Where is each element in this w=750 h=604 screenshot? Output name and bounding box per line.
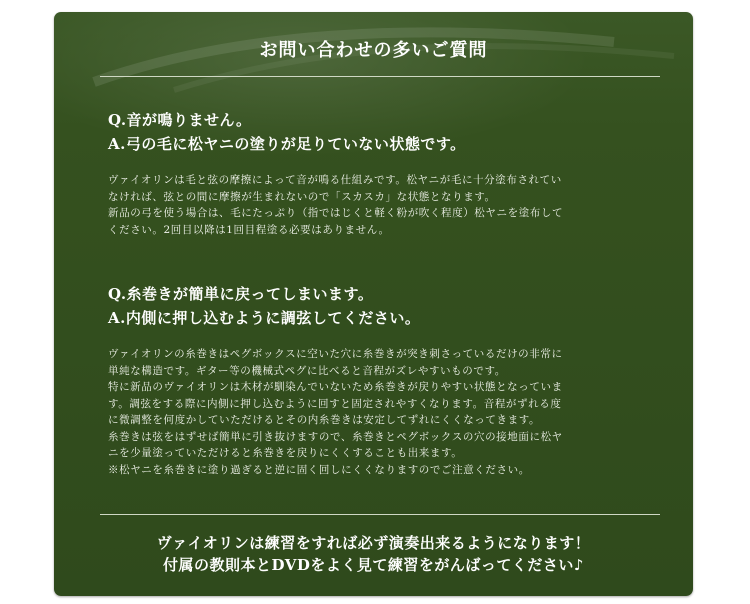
footer-line: ヴァイオリンは練習をすれば必ず演奏出来るようになります！	[156, 534, 591, 552]
faq-answer: A.内側に押し込むように調弦してください。	[108, 309, 421, 327]
faq-detail-line: ニを少量塗っていただけると糸巻きを戻りにくくすることも出来ます。	[108, 447, 463, 459]
faq-detail-line: 特に新品のヴァイオリンは木材が馴染んでいないため糸巻きが戻りやすい状態となっていま	[108, 381, 563, 393]
faq-question: Q.音が鳴りません。	[108, 111, 252, 129]
title-divider	[100, 76, 660, 77]
faq-detail-line: 単純な構造です。ギター等の機械式ペグに比べると音程がズレやすいものです。	[108, 364, 506, 377]
faq-detail-line: ヴァイオリンは毛と弦の摩擦によって音が鳴る仕組みです。松ヤニが毛に十分塗布されてい	[108, 174, 562, 186]
faq-detail-line: なければ、弦との間に摩擦が生まれないので「スカスカ」な状態となります。	[108, 190, 496, 203]
faq-question: Q.糸巻きが簡単に戻ってしまいます。	[108, 285, 374, 303]
faq-item-pegs	[108, 282, 668, 478]
faq-detail-line: す。調弦をする際に内側に押し込むように回すと固定されやすくなります。音程がずれる度	[108, 397, 562, 410]
faq-details	[108, 172, 668, 238]
faq-detail-line: 新品の弓を使う場合は、毛にたっぷり（指ではじくと軽く粉が吹く程度）松ヤニを塗布して	[108, 207, 564, 219]
faq-detail-line: ヴァイオリンの糸巻きはペグボックスに空いた穴に糸巻きが突き刺さっているだけの非常に	[108, 348, 563, 360]
faq-panel	[54, 12, 693, 596]
faq-detail-line: 糸巻きは弦をはずせば簡単に引き抜けますので、糸巻きとペグボックスの穴の接地面に松ヤ	[108, 430, 563, 443]
footer-divider	[100, 514, 660, 515]
footer-line: 付属の教則本とDVDをよく見て練習をがんばってください♪	[163, 556, 584, 574]
faq-answer: A.弓の毛に松ヤニの塗りが足りていない状態です。	[108, 135, 466, 153]
footer-message	[54, 532, 693, 576]
page-title: お問い合わせの多いご質問	[259, 40, 488, 61]
faq-detail-line: に微調整を何度かしていただけるとその内糸巻きは安定してずれにくくなってきます。	[108, 414, 541, 426]
faq-details	[108, 346, 668, 478]
faq-detail-line: ください。2回目以降は1回目程塗る必要はありません。	[108, 223, 390, 236]
faq-detail-line: ※松ヤニを糸巻きに塗り過ぎると逆に固く回しにくくなりますのでご注意ください。	[108, 463, 530, 476]
faq-item-sound	[108, 108, 668, 238]
